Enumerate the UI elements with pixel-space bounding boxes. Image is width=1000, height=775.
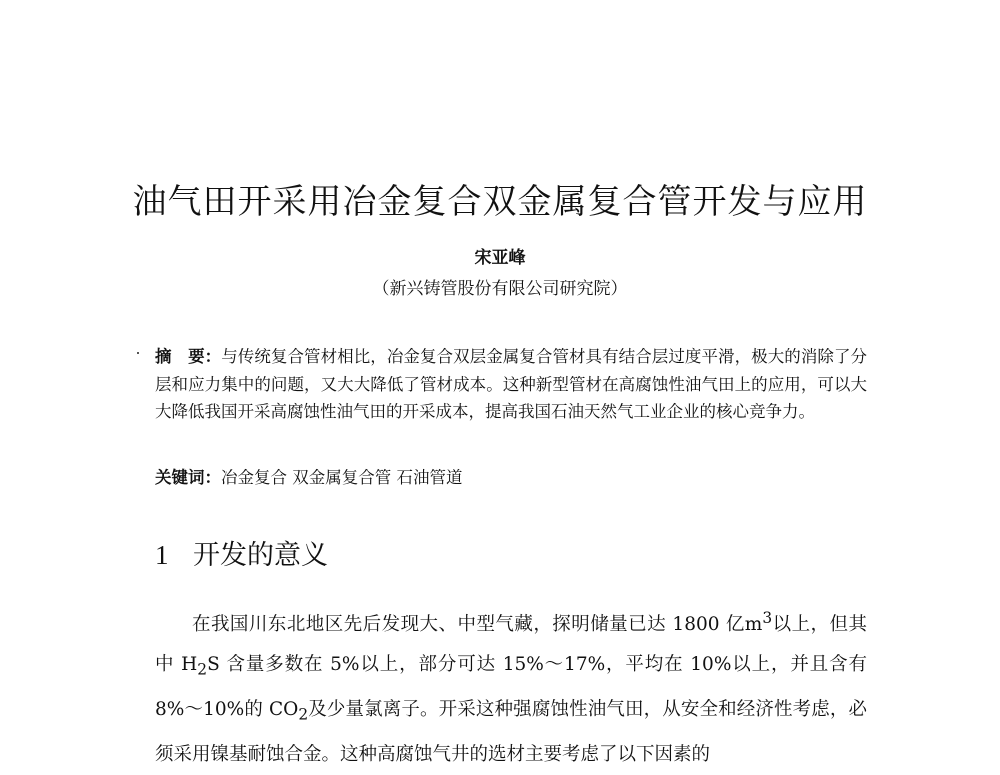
paragraph-part-1: 在我国川东北地区先后发现大、中型气藏，探明储量已达 1800 亿m [192, 614, 763, 636]
section-heading [155, 537, 328, 574]
keywords-label: 关键词： [155, 468, 221, 487]
keywords-text: 冶金复合 双金属复合管 石油管道 [221, 468, 463, 487]
section-title: 开发的意义 [193, 540, 328, 571]
superscript-3: 3 [762, 609, 773, 627]
paper-title: 油气田开采用冶金复合双金属复合管开发与应用 [132, 182, 868, 222]
abstract-label: 摘 要： [155, 347, 222, 366]
section-number: 1 [155, 540, 169, 570]
abstract [155, 343, 867, 426]
margin-mark [137, 352, 139, 354]
keywords [155, 466, 867, 490]
paragraph-part-3: S 含量多数在 5%以上，部分可达 15%～17%，平均在 10%以上，并且含有 8%～10%的 CO [155, 654, 868, 720]
abstract-text: 与传统复合管材相比，冶金复合双层金属复合管材具有结合层过度平滑，极大的消除了分层和应力集中的问题，又大大降低了管材成本。这种新型管材在高腐蚀性油气田上的应用，可以大大降低我国开采高腐蚀性油气田的开采成本，提高我国石油天然气工业企业的核心竞争力。 [155, 347, 868, 421]
paragraph-part-4: 及少量氯离子。开采这种强腐蚀性油气田，从安全和经济性考虑，必须采用镍基耐蚀合金。这种高腐蚀气井的选材主要考虑了以下因素的 [155, 698, 868, 765]
paragraph-part-2: 以上，但其中 H [155, 614, 867, 676]
author-name: 宋亚峰 [474, 248, 526, 268]
subscript-2-h2s: 2 [197, 660, 208, 679]
subscript-2-co2: 2 [298, 705, 309, 724]
body-paragraph [155, 598, 867, 775]
author-affiliation: （新兴铸管股份有限公司研究院） [372, 279, 628, 299]
